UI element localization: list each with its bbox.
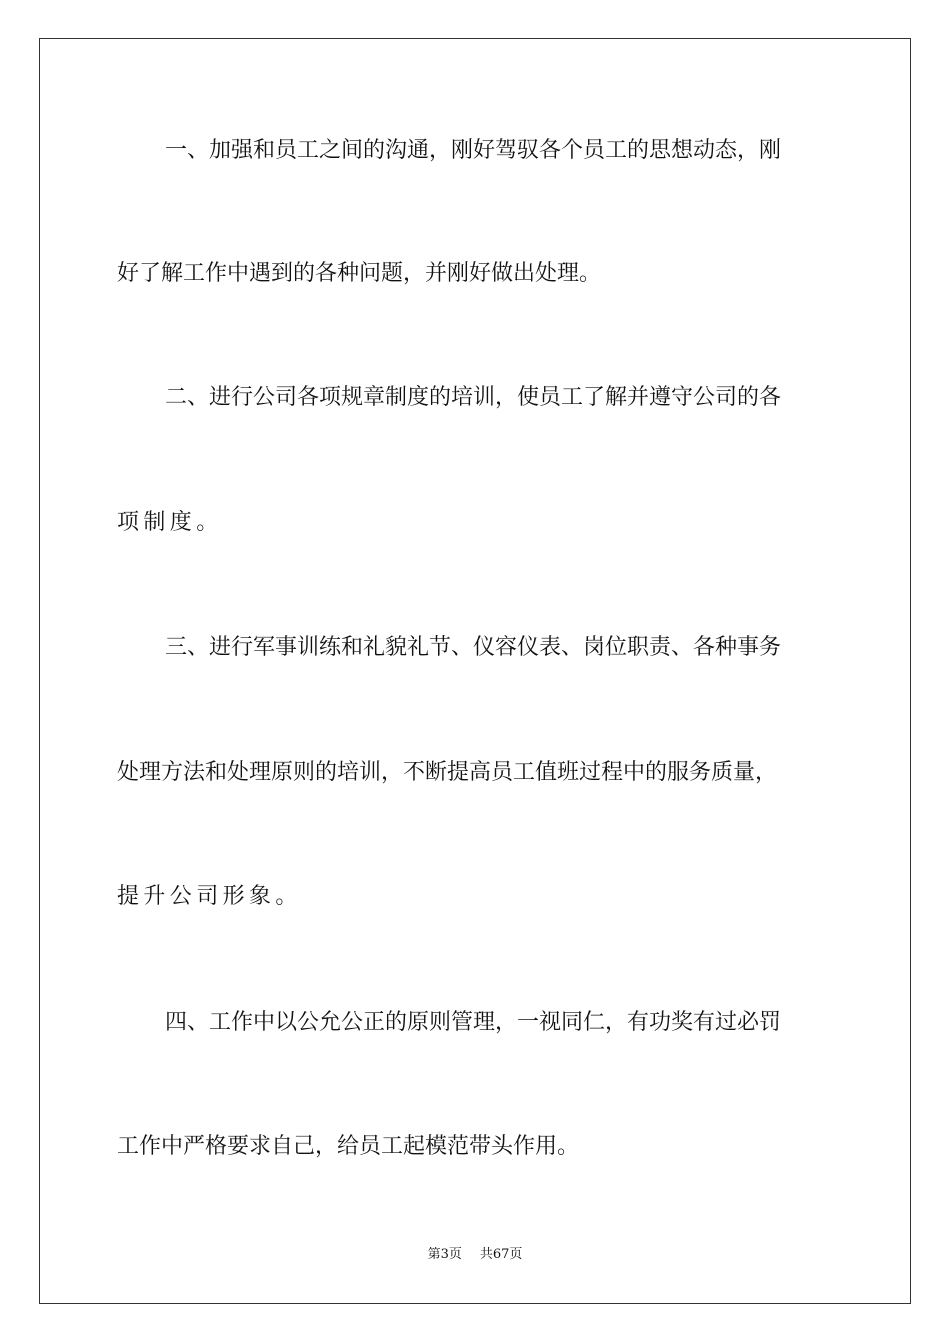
paragraph-3-line-3: 提升公司形象。 — [117, 884, 302, 909]
page-number: 第3页 — [427, 1247, 462, 1262]
paragraph-2-line-1: 二、进行公司各项规章制度的培训，使员工了解并遵守公司的各 — [165, 385, 782, 410]
page-border — [39, 38, 911, 1304]
total-pages: 共67页 — [479, 1247, 523, 1262]
paragraph-3-line-2: 处理方法和处理原则的培训，不断提高员工值班过程中的服务质量， — [117, 760, 778, 785]
paragraph-4-line-2: 工作中严格要求自己，给员工起模范带头作用。 — [117, 1134, 580, 1159]
paragraph-4-line-1: 四、工作中以公允公正的原则管理，一视同仁，有功奖有过必罚 — [165, 1010, 782, 1035]
paragraph-2-line-2: 项制度。 — [117, 510, 223, 535]
page-footer — [0, 1246, 950, 1264]
paragraph-3-line-1: 三、进行军事训练和礼貌礼节、仪容仪表、岗位职责、各种事务 — [165, 635, 782, 660]
paragraph-1-line-2: 好了解工作中遇到的各种问题，并刚好做出处理。 — [117, 261, 602, 286]
paragraph-1-line-1: 一、加强和员工之间的沟通，刚好驾驭各个员工的思想动态，刚 — [165, 138, 782, 163]
